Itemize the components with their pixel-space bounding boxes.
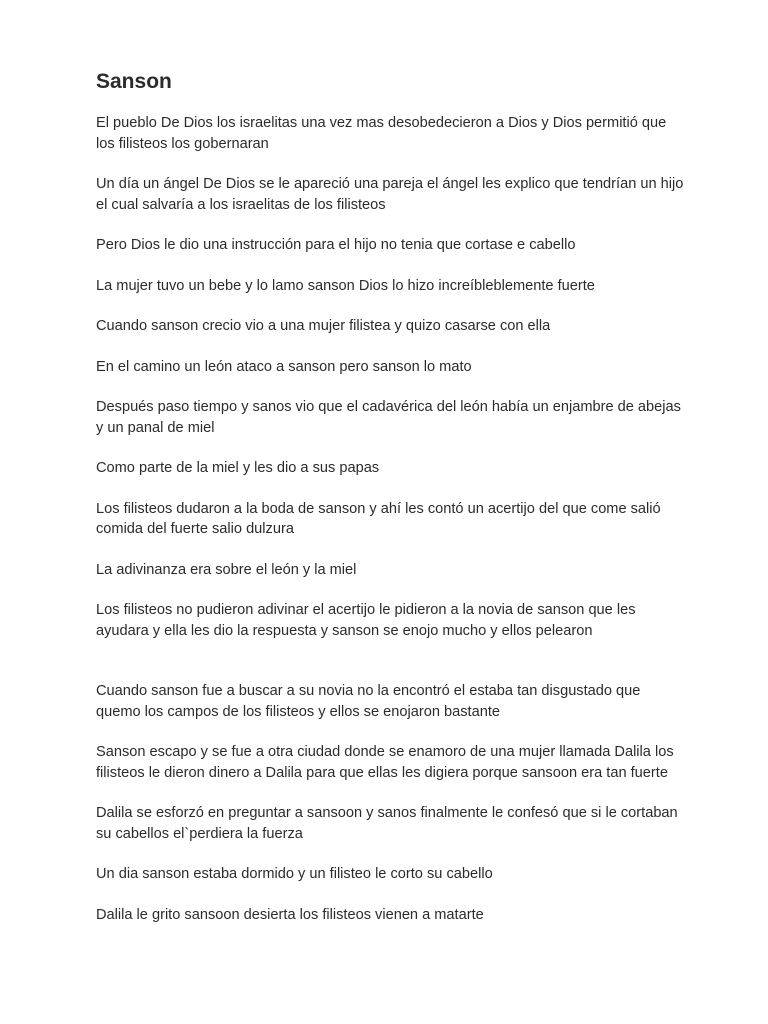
paragraph-14: Dalila se esforzó en preguntar a sansoon y sanos finalmente le confesó que si le cortaban su cabellos el`perdiera la fuerza [96,805,678,842]
blank-line [96,661,686,681]
paragraph-16: Dalila le grito sansoon desierta los filisteos vienen a matarte [96,906,484,923]
paragraph-4: La mujer tuvo un bebe y lo lamo sanson Dios lo hizo increíbleblemente fuerte [96,277,595,294]
paragraph-13: Sanson escapo y se fue a otra ciudad donde se enamoro de una mujer llamada Dalila los filisteos le dieron dinero a Dalila para que ellas les digiera porque sansoon era tan fuerte [96,744,674,781]
paragraph-7: Después paso tiempo y sanos vio que el cadavérica del león había un enjambre de abejas y un panal de miel [96,399,681,436]
paragraph-8: Como parte de la miel y les dio a sus papas [96,460,380,476]
document-title: Sanson [96,70,172,93]
paragraph-2: Un día un ángel De Dios se le apareció una pareja el ángel les explico que tendrían un hijo el cual salvaría a los israelitas de los filisteos [96,176,684,213]
paragraph-6: En el camino un león ataco a sanson pero sanson lo mato [96,358,472,375]
paragraph-11: Los filisteos no pudieron adivinar el acertijo le pidieron a la novia de sanson que les ayudara y ella les dio la respuesta y sanson se enojo mucho y ellos pelearon [96,602,636,639]
paragraph-3: Pero Dios le dio una instrucción para el hijo no tenia que cortase e cabello [96,237,576,253]
paragraph-9: Los filisteos dudaron a la boda de sanson y ahí les contó un acertijo del que come salió comida del fuerte salio dulzura [96,500,661,537]
paragraph-12: Cuando sanson fue a buscar a su novia no la encontró el estaba tan disgustado que quemo los campos de los filisteos y ellos se enojaron bastante [96,683,641,720]
paragraph-15: Un dia sanson estaba dormido y un filisteo le corto su cabello [96,866,493,882]
document-page [96,68,686,945]
paragraph-5: Cuando sanson crecio vio a una mujer filistea y quizo casarse con ella [96,318,551,334]
paragraph-1: El pueblo De Dios los israelitas una vez mas desobedecieron a Dios y Dios permitió que los filisteos los gobernaran [96,115,667,152]
paragraph-10: La adivinanza era sobre el león y la miel [96,561,357,578]
